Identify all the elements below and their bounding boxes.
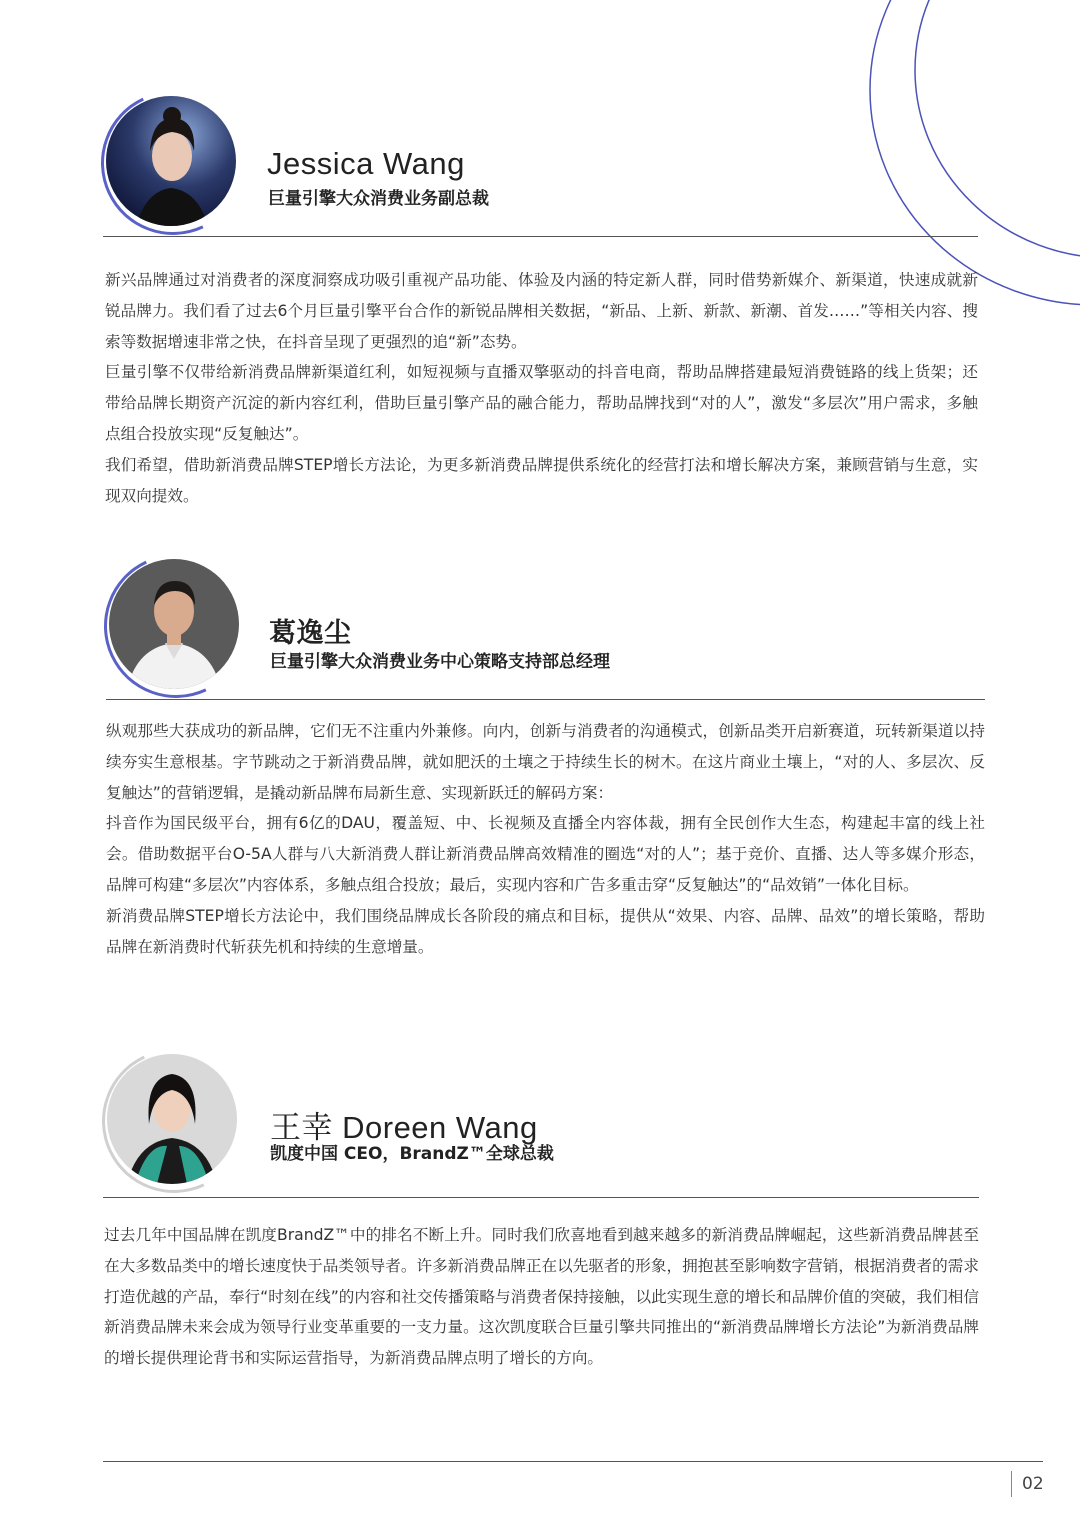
- body-paragraph: 新消费品牌STEP增长方法论中，我们围绕品牌成长各阶段的痛点和目标，提供从“效果、内容、品牌、品效”的增长策略，帮助品牌在新消费时代斩获先机和持续的生意增量。: [106, 906, 985, 956]
- body-paragraph: 纵观那些大获成功的新品牌，它们无不注重内外兼修。向内，创新与消费者的沟通模式，创新品类开启新赛道，玩转新渠道以持续夯实生意根基。字节跳动之于新消费品牌，就如肥沃的土壤之于持续生长的树木。在这片商业土壤上，“对的人、多层次、反复触达”的营销逻辑，是撬动新品牌布局新生意、实现新跃迁的解码方案：: [106, 722, 985, 802]
- profile-name: 王幸 Doreen Wang: [270, 1110, 538, 1145]
- body-paragraph: 巨量引擎不仅带给新消费品牌新渠道红利，如短视频与直播双擎驱动的抖音电商，帮助品牌搭建最短消费链路的线上货架；还带给品牌长期资产沉淀的新内容红利，借助巨量引擎产品的融合能力，帮助品牌找到“对的人”，激发“多层次”用户需求，多触点组合投放实现“反复触达”。: [105, 363, 978, 443]
- avatar-doreen-wang: [107, 1054, 237, 1184]
- section-divider: [103, 1197, 979, 1198]
- body-paragraph: 新兴品牌通过对消费者的深度洞察成功吸引重视产品功能、体验及内涵的特定新人群，同时借势新媒介、新渠道，快速成就新锐品牌力。我们看了过去6个月巨量引擎平台合作的新锐品牌相关数据，“新品、上新、新款、新潮、首发……”等相关内容、搜索等数据增速非常之快，在抖音呈现了更强烈的追“新”态势。: [105, 271, 978, 351]
- footer-divider: [103, 1461, 1043, 1462]
- section-divider: [106, 699, 985, 700]
- profile-title: 巨量引擎大众消费业务副总裁: [268, 189, 489, 209]
- profile-body: [104, 1220, 979, 1374]
- body-paragraph: 我们希望，借助新消费品牌STEP增长方法论，为更多新消费品牌提供系统化的经营打法和增长解决方案，兼顾营销与生意，实现双向提效。: [105, 455, 978, 505]
- portrait-icon: [107, 1054, 237, 1184]
- profile-body: [106, 716, 985, 962]
- profile-name: 葛逸尘: [269, 618, 352, 649]
- portrait-icon: [106, 96, 236, 226]
- profile-title: 巨量引擎大众消费业务中心策略支持部总经理: [270, 652, 610, 672]
- profile-body: [105, 265, 978, 511]
- page-number-bar: [1011, 1471, 1012, 1497]
- profile-title: 凯度中国 CEO，BrandZ™全球总裁: [270, 1144, 554, 1164]
- page-number: 02: [1022, 1474, 1044, 1494]
- body-paragraph: 抖音作为国民级平台，拥有6亿的DAU，覆盖短、中、长视频及直播全内容体裁，拥有全民创作大生态，构建起丰富的线上社会。借助数据平台O-5A人群与八大新消费人群让新消费品牌高效精准的圈选“对的人”；基于竞价、直播、达人等多媒介形态，品牌可构建“多层次”内容体系，多触点组合投放；最后，实现内容和广告多重击穿“反复触达”的“品效销”一体化目标。: [106, 814, 985, 894]
- body-paragraph: 过去几年中国品牌在凯度BrandZ™中的排名不断上升。同时我们欣喜地看到越来越多的新消费品牌崛起，这些新消费品牌甚至在大多数品类中的增长速度快于品类领导者。许多新消费品牌正在以先驱者的形象，拥抱甚至影响数字营销，根据消费者的需求打造优越的产品，奉行“时刻在线”的内容和社交传播策略与消费者保持接触，以此实现生意的增长和品牌价值的突破，我们相信新消费品牌未来会成为领导行业变革重要的一支力量。这次凯度联合巨量引擎共同推出的“新消费品牌增长方法论”为新消费品牌的增长提供理论背书和实际运营指导，为新消费品牌点明了增长的方向。: [104, 1226, 979, 1368]
- portrait-icon: [109, 559, 239, 689]
- avatar-ge-yichen: [109, 559, 239, 689]
- avatar-jessica-wang: [106, 96, 236, 226]
- section-divider: [103, 236, 978, 237]
- profile-name: Jessica Wang: [267, 146, 465, 181]
